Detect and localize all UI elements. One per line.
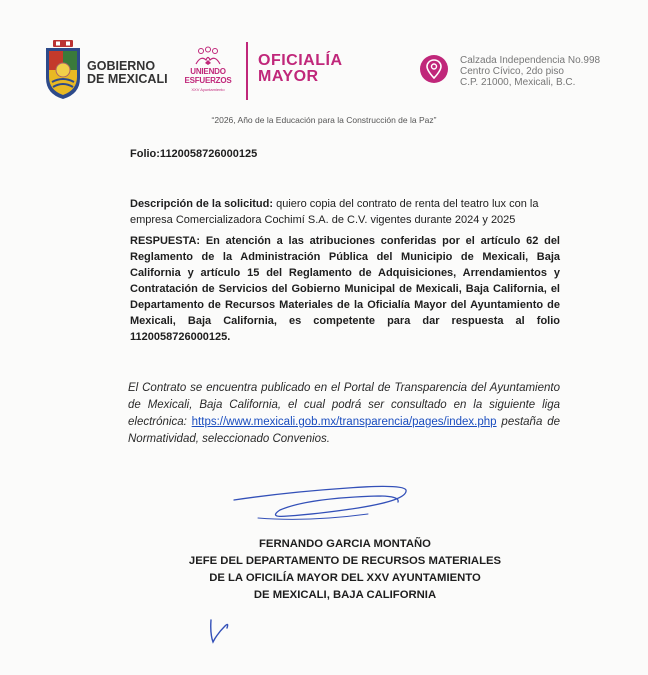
contract-paragraph — [128, 380, 560, 448]
signatory-title-line2: DE LA OFICILÍA MAYOR DEL XXV AYUNTAMIENTO — [209, 572, 481, 584]
request-description — [130, 196, 550, 228]
address-block — [460, 55, 600, 88]
oficialia-line2: MAYOR — [258, 68, 319, 85]
folio-number: Folio:1120058726000125 — [130, 148, 258, 160]
uniendo-esfuerzos-logo — [183, 46, 233, 98]
address-line3: C.P. 21000, Mexicali, B.C. — [460, 77, 576, 88]
uniendo-esfuerzos-icon — [193, 46, 223, 66]
response-paragraph: RESPUESTA: En atención a las atribuciones conferidas por el artículo 62 del Reglamento de la Administración Pública del Municipio de Mexicali, Baja California y artículo 15 del Reglamento de Adquisiciones, Arrendamientos y Contratación de Servicios del Gobierno Municipal de Mexicali, Baja California, el Departamento de Recursos Materiales de la Oficialía Mayor del Ayuntamiento de Mexicali, Baja California, es competente para dar respuesta al folio 1120058726000125. — [130, 235, 560, 343]
address-line1: Calzada Independencia No.998 — [460, 55, 601, 66]
description-label: Descripción de la solicitud: — [130, 198, 274, 210]
transparency-link[interactable]: https://www.mexicali.gob.mx/transparencia/pages/index.php — [191, 416, 497, 428]
gobierno-line1: GOBIERNO — [87, 59, 156, 73]
esfuerzos-text: ESFUERZOS — [184, 76, 232, 85]
year-motto: “2026, Año de la Educación para la Construcción de la Paz” — [211, 115, 437, 125]
ayuntamiento-tagline: XXV Ayuntamiento — [191, 87, 225, 92]
gobierno-mexicali-text — [87, 60, 168, 86]
handwritten-signature — [228, 478, 414, 524]
description-text: quiero copia del contrato de renta del teatro lux con la empresa Comercializadora Cochimí S.A. de C.V. vigentes durante 2024 y 2025 — [130, 198, 539, 226]
signatory-block — [130, 536, 560, 604]
signatory-name: FERNANDO GARCIA MONTAÑO — [259, 538, 431, 550]
letterhead — [40, 38, 620, 106]
location-pin-icon — [419, 54, 449, 84]
address-line2: Centro Cívico, 2do piso — [460, 66, 564, 77]
oficialia-line1: OFICIALÍA — [258, 52, 343, 69]
contract-text-before: El Contrato se encuentra publicado en el Portal de Transparencia del Ayuntamiento de Mexicali, Baja California, el cual podrá ser consultado en la siguiente liga electrónica: — [128, 382, 560, 428]
header-divider — [246, 42, 248, 100]
signatory-title-line3: DE MEXICALI, BAJA CALIFORNIA — [253, 589, 437, 601]
mexicali-shield-logo — [44, 40, 82, 100]
uniendo-text: UNIENDO — [190, 67, 226, 76]
gobierno-line2: DE MEXICALI — [87, 72, 168, 86]
handwritten-initial — [205, 616, 233, 646]
signatory-title-line1: JEFE DEL DEPARTAMENTO DE RECURSOS MATERIALES — [188, 555, 502, 567]
oficialia-mayor-title — [258, 53, 343, 85]
contract-text-after: pestaña de Normatividad, seleccionado Convenios. — [128, 416, 560, 445]
